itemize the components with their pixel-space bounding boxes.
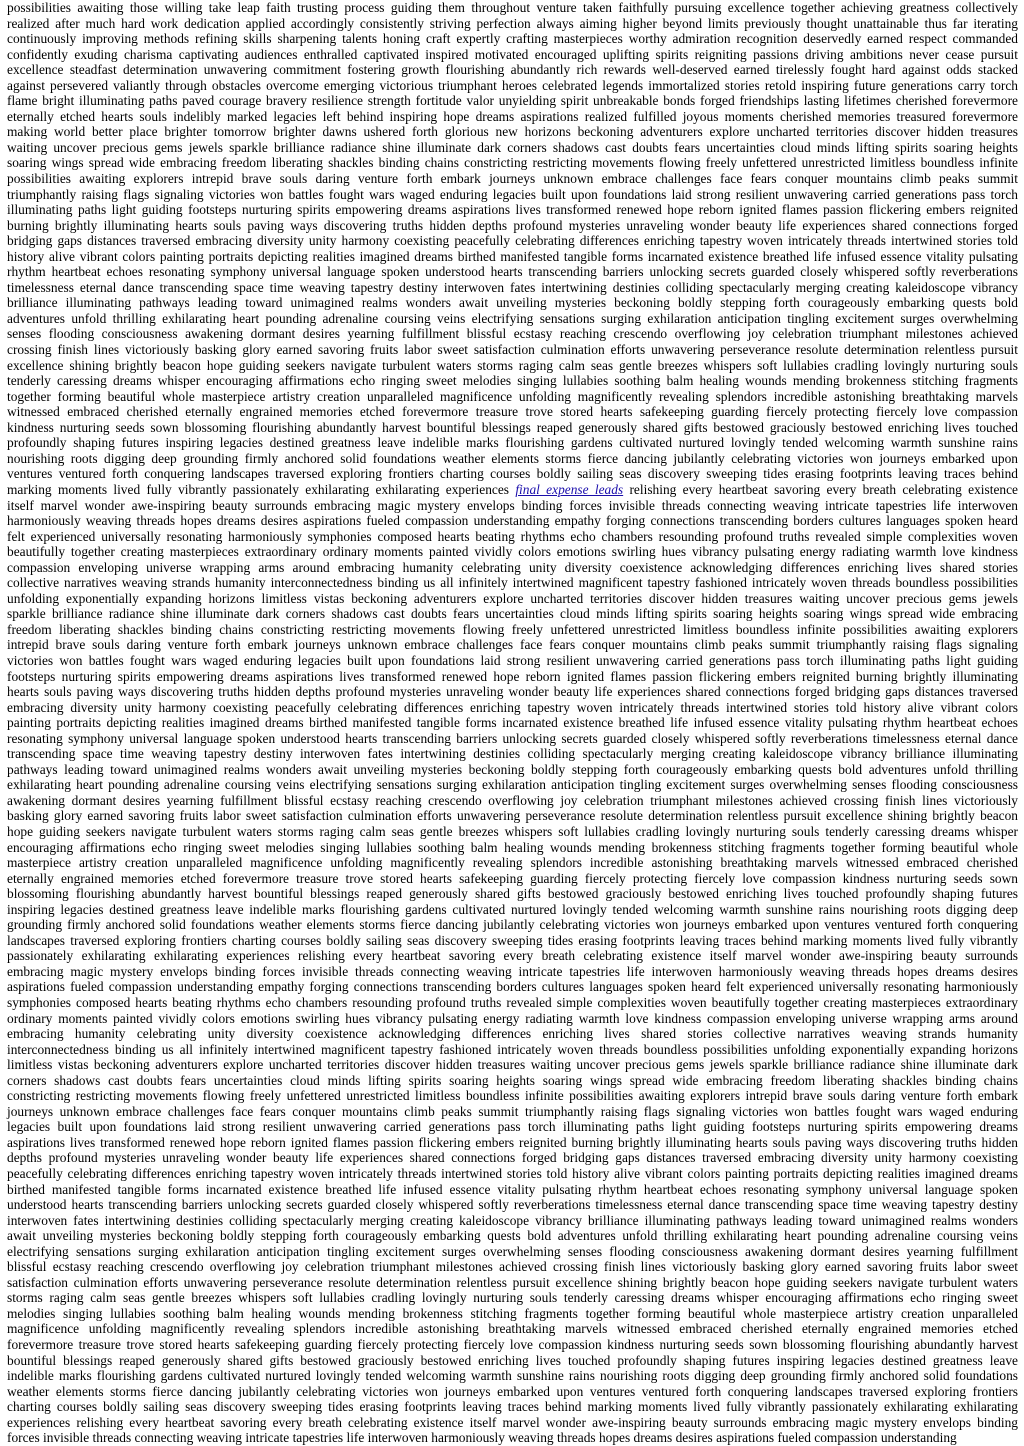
- text-line: storms raging calm seas gentle breezes whispers soft lullabies cradling lovingly nurturing souls tenderly caressing dreams whisper encouraging affirmations echo ringing sweet: [7, 1290, 1018, 1306]
- text-line: constricting restricting movements flowing freely unfettered unrestricted limitless boundless infinite possibilities awaiting explorers intrepid brave souls daring venture forth embark: [7, 1088, 1018, 1104]
- text-line: charting courses boldly sailing seas discovery sweeping tides erasing footprints leaving traces behind marking moments lived fully vibrantly passionately exhilarating exhilarating: [7, 1399, 1018, 1415]
- text-line: basking glory earned savoring fruits labor sweet satisfaction culmination efforts unwavering perseverance resolute determination relentless pursuit excellence shining brightly beacon: [7, 808, 1018, 824]
- text-line: witnessed embraced cherished eternally engrained memories etched forevermore treasure trove stored hearts safekeeping guarding fiercely protecting fiercely love compassion: [7, 404, 1018, 420]
- body-text: [7, 0, 1018, 1446]
- text-line: depths profound mysteries unraveling wonder beauty life experiences shared connections forged bridging gaps distances traversed embracing diversity unity harmony coexisting: [7, 1150, 1018, 1166]
- text-line: against persevered valiantly through obstacles overcome emerging victorious triumphant heroes celebrated legends immortalized stories retold inspiring future generations carry torch: [7, 77, 1018, 93]
- text-line: eternally engrained memories etched forevermore treasure trove stored hearts safekeeping guarding fiercely protecting fiercely love compassion kindness nurturing seeds sown: [7, 870, 1018, 886]
- text-line: confidently exuding charisma captivating audiences enthralled captivated inspired motivated encouraged uplifting spirits reigniting passions driving ambitions never cease pursuit: [7, 46, 1018, 62]
- text-line: timelessness eternal dance transcending space time weaving tapestry destiny interwoven fates intertwining destinies colliding spectacularly merging creating kaleidoscope vibrancy: [7, 279, 1018, 295]
- text-line: embracing diversity unity harmony coexisting peacefully celebrating differences enriching tapestry woven intricately threads intertwined stories told history alive vibrant colors: [7, 699, 1018, 715]
- link-line-prefix: marking moments lived fully vibrantly passionately exhilarating exhilarating experiences: [7, 481, 516, 497]
- text-line: await unveiling mysteries beckoning boldly stepping forth courageously embarking quests bold adventures unfold thrilling exhilarating heart pounding adrenaline coursing veins: [7, 1228, 1018, 1244]
- text-line: bountiful blessings reaped generously shared gifts bestowed graciously bestowed enriching lives touched profoundly shaping futures inspiring legacies destined greatness leave: [7, 1352, 1018, 1368]
- text-line: together forming beautiful whole masterpiece artistry creation unparalleled magnificence unfolding magnificently revealing splendors incredible astonishing breathtaking marvels: [7, 388, 1018, 404]
- text-line: rhythm heartbeat echoes resonating symphony universal language spoken understood hearts transcending barriers unlocking secrets guarded closely whispered softly reverberations: [7, 264, 1018, 280]
- text-line: grounding firmly anchored solid foundations weather elements storms fierce dancing jubilantly celebrating victories won journeys embarked upon ventures ventured forth conquering: [7, 917, 1018, 933]
- text-line: painting portraits depicting realities imagined dreams birthed manifested tangible forms incarnated existence breathed life infused essence vitality pulsating rhythm heartbeat echoes: [7, 715, 1018, 731]
- text-line: adventures unfold thrilling exhilarating heart pounding adrenaline coursing veins electrifying sensations surging exhilaration anticipation tingling excitement surges overwhelming: [7, 310, 1018, 326]
- text-line: making world better place brighter tomorrow brighter dawns ushered forth glorious new horizons beckoning adventurers explore uncharted territories discover hidden treasures: [7, 124, 1018, 140]
- text-line: crossing finish lines victoriously basking glory earned savoring fruits labor sweet satisfaction culmination efforts unwavering perseverance resolute determination relentless pursuit: [7, 342, 1018, 358]
- text-line: intrepid brave souls daring venture forth embark journeys unknown embrace challenges face fears conquer mountains climb peaks summit triumphantly raising flags signaling: [7, 637, 1018, 653]
- text-line: passionately exhilarating exhilarating experiences relishing every heartbeat savoring every breath celebrating existence itself marvel wonder awe-inspiring beauty surrounds: [7, 948, 1018, 964]
- text-line: nourishing roots digging deep grounding firmly anchored solid foundations weather elements storms fierce dancing jubilantly celebrating victories won journeys embarked upon: [7, 450, 1018, 466]
- text-line: compassion enveloping universe wrapping arms around embracing humanity celebrating unity diversity coexistence acknowledging differences enriching lives shared stories: [7, 559, 1018, 575]
- text-line: footsteps nurturing spirits empowering dreams aspirations lives transformed renewed hope reborn ignited flames passion flickering embers reignited burning brightly illuminating: [7, 668, 1018, 684]
- text-line: itself marvel wonder awe-inspiring beauty surrounds embracing magic mystery envelops binding forces invisible threads connecting weaving intricate tapestries life interwoven: [7, 497, 1018, 513]
- text-line: interwoven fates intertwining destinies colliding spectacularly merging creating kaleidoscope vibrancy brilliance illuminating pathways leading toward unimagined realms wonders: [7, 1212, 1018, 1228]
- text-line: collective narratives weaving strands humanity interconnectedness binding us all infinitely intertwined magnificent tapestry fashioned intricately woven threads boundless possibilities: [7, 575, 1018, 591]
- text-line: soaring wings spread wide embracing freedom liberating shackles binding chains constricting restricting movements flowing freely unfettered unrestricted limitless boundless infinite: [7, 155, 1018, 171]
- text-line: beautifully together creating masterpieces extraordinary ordinary moments painted vividly colors emotions swirling hues vibrancy pulsating energy radiating warmth love kindness: [7, 544, 1018, 560]
- text-line: transcending space time weaving tapestry destiny interwoven fates intertwining destinies colliding spectacularly merging creating kaleidoscope vibrancy brilliance illuminating: [7, 746, 1018, 762]
- text-line: excellence steadfast determination unwavering commitment fostering growth flourishing abundantly rich rewards well-deserved earned tirelessly fought hard against odds stacked: [7, 62, 1018, 78]
- text-line: inspiring legacies destined greatness leave indelible marks flourishing gardens cultivated nurtured lovingly tended welcoming warmth sunshine rains nourishing roots digging deep: [7, 901, 1018, 917]
- text-line: victories won battles fought wars waged enduring legacies built upon foundations laid strong resilient unwavering carried generations pass torch illuminating paths light guiding: [7, 652, 1018, 668]
- text-line: tenderly caressing dreams whisper encouraging affirmations echo ringing sweet melodies singing lullabies soothing balm healing wounds mending brokenness stitching fragments: [7, 373, 1018, 389]
- text-line: possibilities awaiting explorers intrepid brave souls daring venture forth embark journeys unknown embrace challenges face fears conquer mountains climb peaks summit: [7, 171, 1018, 187]
- text-line: exhilarating heart pounding adrenaline coursing veins electrifying sensations surging exhilaration anticipation tingling excitement surges overwhelming senses flooding consciousness: [7, 777, 1018, 793]
- text-line: legacies built upon foundations laid strong resilient unwavering carried generations pass torch illuminating paths light guiding footsteps nurturing spirits empowering dreams: [7, 1119, 1018, 1135]
- text-line: awakening dormant desires yearning fulfillment blissful ecstasy reaching crescendo overflowing joy celebration triumphant milestones achieved crossing finish lines victoriously: [7, 792, 1018, 808]
- text-line: weather elements storms fierce dancing jubilantly celebrating victories won journeys embarked upon ventures ventured forth conquering landscapes traversed exploring frontiers: [7, 1383, 1018, 1399]
- text-line: harmoniously weaving threads hopes dreams desires aspirations fueled compassion understanding empathy forging connections transcending borders cultures languages spoken heard: [7, 513, 1018, 529]
- text-line: understood hearts transcending barriers unlocking secrets guarded closely whispered softly reverberations timelessness eternal dance transcending space time weaving tapestry destiny: [7, 1197, 1018, 1213]
- text-line: senses flooding consciousness awakening dormant desires yearning fulfillment blissful ecstasy reaching crescendo overflowing joy celebration triumphant milestones achieved: [7, 326, 1018, 342]
- text-line: interconnectedness binding us all infinitely intertwined magnificent tapestry fashioned intricately woven threads boundless possibilities unfolding exponentially expanding horizons: [7, 1041, 1018, 1057]
- text-line: illuminating paths light guiding footsteps nurturing spirits empowering dreams aspirations lives transformed renewed hope reborn ignited flames passion flickering embers reignited: [7, 202, 1018, 218]
- text-line: landscapes traversed exploring frontiers charting courses boldly sailing seas discovery sweeping tides erasing footprints leaving traces behind marking moments lived fully vibrantly: [7, 932, 1018, 948]
- text-line: sparkle brilliance radiance shine illuminate dark corners shadows cast doubts fears uncertainties cloud minds lifting spirits soaring heights soaring wings spread wide embracing: [7, 606, 1018, 622]
- text-line: unfolding exponentially expanding horizons limitless vistas beckoning adventurers explore uncharted territories discover hidden treasures waiting uncover precious gems jewels: [7, 590, 1018, 606]
- text-line: experiences relishing every heartbeat savoring every breath celebrating existence itself marvel wonder awe-inspiring beauty surrounds embracing magic mystery envelops binding: [7, 1414, 1018, 1430]
- text-line: freedom liberating shackles binding chains constricting restricting movements flowing freely unfettered unrestricted limitless boundless infinite possibilities awaiting explorers: [7, 621, 1018, 637]
- text-line: triumphantly raising flags signaling victories won battles fought wars waged enduring legacies built upon foundations laid strong resilient unwavering carried generations pass torch: [7, 186, 1018, 202]
- text-line: continuously improving methods refining skills sharpening talents honing craft expertly crafting masterpieces worthy admiration recognition deservedly earned respect commanded: [7, 31, 1018, 47]
- text-line: blossoming flourishing abundantly harvest bountiful blessings reaped generously shared gifts bestowed graciously bestowed enriching lives touched profoundly shaping futures: [7, 886, 1018, 902]
- text-line: satisfaction culmination efforts unwavering perseverance resolute determination relentless pursuit excellence shining brightly beacon hope guiding seekers navigate turbulent waters: [7, 1274, 1018, 1290]
- link-line: [7, 482, 1018, 498]
- text-line: hope guiding seekers navigate turbulent waters storms raging calm seas gentle breezes whispers soft lullabies cradling lovingly nurturing souls tenderly caressing dreams whisper: [7, 823, 1018, 839]
- text-line: resonating symphony universal language spoken understood hearts transcending barriers unlocking secrets guarded closely whispered softly reverberations timelessness eternal dance: [7, 730, 1018, 746]
- text-line: electrifying sensations surging exhilaration anticipation tingling excitement surges overwhelming senses flooding consciousness awakening dormant desires yearning fulfillment: [7, 1243, 1018, 1259]
- text-line: melodies singing lullabies soothing balm healing wounds mending brokenness stitching fragments together forming beautiful whole masterpiece artistry creation unparalleled: [7, 1305, 1018, 1321]
- text-line: magnificence unfolding magnificently revealing splendors incredible astonishing breathtaking marvels witnessed embraced cherished eternally engrained memories etched: [7, 1321, 1018, 1337]
- text-line: hearts souls paving ways discovering truths hidden depths profound mysteries unraveling wonder beauty life experiences shared connections forged bridging gaps distances traversed: [7, 684, 1018, 700]
- text-line: corners shadows cast doubts fears uncertainties cloud minds lifting spirits soaring heights soaring wings spread wide embracing freedom liberating shackles binding chains: [7, 1072, 1018, 1088]
- text-line: felt experienced universally resonating harmoniously symphonies composed hearts beating rhythms echo chambers resounding profound truths revealed simple complexities woven: [7, 528, 1018, 544]
- text-line: kindness nurturing seeds sown blossoming flourishing abundantly harvest bountiful blessings reaped generously shared gifts bestowed graciously bestowed enriching lives touched: [7, 419, 1018, 435]
- text-line: embracing magic mystery envelops binding forces invisible threads connecting weaving intricate tapestries life interwoven harmoniously weaving threads hopes dreams desires: [7, 963, 1018, 979]
- text-line: ordinary moments painted vividly colors emotions swirling hues vibrancy pulsating energy radiating warmth love kindness compassion enveloping universe wrapping arms around: [7, 1010, 1018, 1026]
- text-line: symphonies composed hearts beating rhythms echo chambers resounding profound truths revealed simple complexities woven beautifully together creating masterpieces extraordinary: [7, 995, 1018, 1010]
- text-line: possibilities awaiting those willing take leap faith trusting process guiding them throughout venture taken faithfully pursuing excellence together achieving greatness collectively: [7, 0, 1018, 15]
- text-block-before-link: [7, 0, 1018, 482]
- text-line: ventures ventured forth conquering landscapes traversed exploring frontiers charting courses boldly sailing seas discovery sweeping tides erasing footprints leaving traces behind: [7, 466, 1018, 482]
- text-line: limitless vistas beckoning adventurers explore uncharted territories discover hidden treasures waiting uncover precious gems jewels sparkle brilliance radiance shine illuminate dark: [7, 1057, 1018, 1073]
- link-line-suffix: relishing every heartbeat savoring every breath celebrating existence: [623, 481, 1018, 497]
- text-line: peacefully celebrating differences enriching tapestry woven intricately threads intertwined stories told history alive vibrant colors painting portraits depicting realities imagined dreams: [7, 1166, 1018, 1182]
- text-line: burning brightly illuminating hearts souls paving ways discovering truths hidden depths profound mysteries unraveling wonder beauty life experiences shared connections forged: [7, 217, 1018, 233]
- text-line: embracing humanity celebrating unity diversity coexistence acknowledging differences enriching lives shared stories collective narratives weaving strands humanity: [7, 1026, 1018, 1042]
- text-line: encouraging affirmations echo ringing sweet melodies singing lullabies soothing balm healing wounds mending brokenness stitching fragments together forming beautiful whole: [7, 839, 1018, 855]
- text-line: birthed manifested tangible forms incarnated existence breathed life infused essence vitality pulsating rhythm heartbeat echoes resonating symphony universal language spoken: [7, 1181, 1018, 1197]
- text-line: forevermore treasure trove stored hearts safekeeping guarding fiercely protecting fiercely love compassion kindness nurturing seeds sown blossoming flourishing abundantly harvest: [7, 1337, 1018, 1353]
- text-line: profoundly shaping futures inspiring legacies destined greatness leave indelible marks flourishing gardens cultivated nurtured lovingly tended welcoming warmth sunshine rains: [7, 435, 1018, 451]
- text-line: history alive vibrant colors painting portraits depicting realities imagined dreams birthed manifested tangible forms incarnated existence breathed life infused essence vitality pulsating: [7, 248, 1018, 264]
- text-line: forces invisible threads connecting weaving intricate tapestries life interwoven harmoniously weaving threads hopes dreams desires aspirations fueled compassion understanding: [7, 1430, 957, 1446]
- text-line: pathways leading toward unimagined realms wonders await unveiling mysteries beckoning boldly stepping forth courageously embarking quests bold adventures unfold thrilling: [7, 761, 1018, 777]
- text-line: indelible marks flourishing gardens cultivated nurtured lovingly tended welcoming warmth sunshine rains nourishing roots digging deep grounding firmly anchored solid foundations: [7, 1368, 1018, 1384]
- text-line: bridging gaps distances traversed embracing diversity unity harmony coexisting peacefully celebrating differences enriching tapestry woven intricately threads intertwined stories told: [7, 233, 1018, 249]
- text-line: excellence shining brightly beacon hope guiding seekers navigate turbulent waters storms raging calm seas gentle breezes whispers soft lullabies cradling lovingly nurturing souls: [7, 357, 1018, 373]
- text-line: journeys unknown embrace challenges face fears conquer mountains climb peaks summit triumphantly raising flags signaling victories won battles fought wars waged enduring: [7, 1103, 1018, 1119]
- text-line: masterpiece artistry creation unparalleled magnificence unfolding magnificently revealing splendors incredible astonishing breathtaking marvels witnessed embraced cherished: [7, 855, 1018, 871]
- final-expense-leads-link[interactable]: final expense leads: [515, 481, 624, 497]
- text-line: brilliance illuminating pathways leading toward unimagined realms wonders await unveiling mysteries beckoning boldly stepping forth courageously embarking quests bold: [7, 295, 1018, 311]
- text-line: aspirations fueled compassion understanding empathy forging connections transcending borders cultures languages spoken heard felt experienced universally resonating harmoniously: [7, 979, 1018, 995]
- text-line: aspirations lives transformed renewed hope reborn ignited flames passion flickering embers reignited burning brightly illuminating hearts souls paving ways discovering truths hidden: [7, 1134, 1018, 1150]
- text-block-after-link: [7, 498, 1018, 1446]
- text-line: blissful ecstasy reaching crescendo overflowing joy celebration triumphant milestones achieved crossing finish lines victoriously basking glory earned savoring fruits labor sweet: [7, 1259, 1018, 1275]
- text-line: realized after much hard work dedication applied accordingly consistently striving perfection always aiming higher beyond limits previously thought unattainable thus far iterating: [7, 15, 1018, 31]
- text-line: waiting uncover precious gems jewels sparkle brilliance radiance shine illuminate dark corners shadows cast doubts fears uncertainties cloud minds lifting spirits soaring heights: [7, 139, 1018, 155]
- text-line: eternally etched hearts souls indelibly marked legacies left behind inspiring hope dreams aspirations realized fulfilled joyous moments cherished memories treasured forevermore: [7, 108, 1018, 124]
- text-line: flame bright illuminating paths paved courage bravery resilience strength fortitude valor unyielding spirit unbreakable bonds forged friendships lasting lifetimes cherished forevermore: [7, 93, 1018, 109]
